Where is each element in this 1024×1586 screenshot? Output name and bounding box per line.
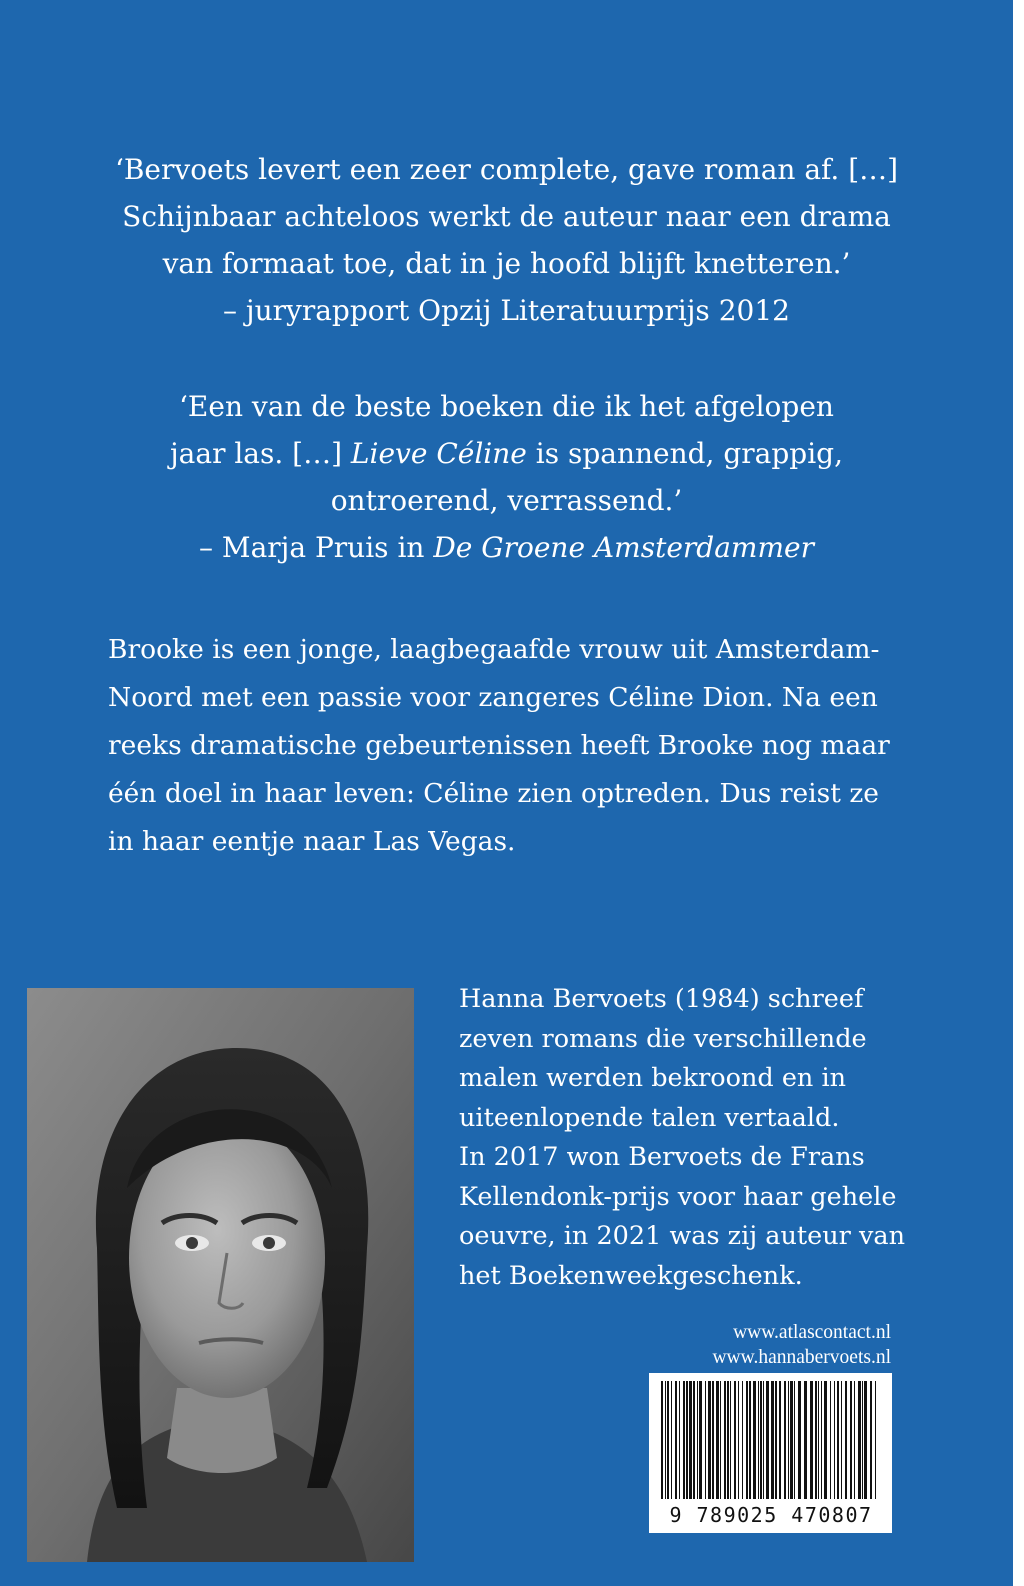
barcode-bar bbox=[738, 1381, 739, 1499]
barcode-bar bbox=[661, 1381, 663, 1499]
barcode-bar bbox=[753, 1381, 756, 1499]
barcode-bar bbox=[850, 1381, 852, 1499]
barcode-bar bbox=[693, 1381, 695, 1499]
barcode-bars bbox=[659, 1381, 882, 1499]
barcode-bar bbox=[724, 1381, 726, 1499]
barcode-bar bbox=[862, 1381, 863, 1499]
attribution-author: – Marja Pruis in bbox=[199, 531, 434, 564]
bio-line: oeuvre, in 2021 was zij auteur van bbox=[459, 1221, 905, 1251]
bio-line: Hanna Bervoets (1984) schreef bbox=[459, 984, 864, 1014]
barcode-bar bbox=[875, 1381, 876, 1499]
barcode-bar bbox=[679, 1381, 680, 1499]
barcode-bar bbox=[746, 1381, 748, 1499]
barcode-bar bbox=[697, 1381, 698, 1499]
blurb-line: Noord met een passie voor zangeres Céline Dion. Na een bbox=[108, 682, 878, 713]
barcode-bar bbox=[699, 1381, 702, 1499]
barcode-bar bbox=[667, 1381, 669, 1499]
author-photo bbox=[27, 988, 414, 1562]
bio-line: In 2017 won Bervoets de Frans bbox=[459, 1142, 865, 1172]
author-bio bbox=[459, 980, 939, 1296]
barcode-bar bbox=[689, 1381, 692, 1499]
barcode-bar bbox=[864, 1381, 867, 1499]
barcode-bar bbox=[716, 1381, 719, 1499]
quote-line: ‘Bervoets levert een zeer complete, gave roman af. […] bbox=[114, 153, 899, 186]
barcode-bar bbox=[810, 1381, 813, 1499]
barcode-bar bbox=[771, 1381, 774, 1499]
website-list bbox=[600, 1320, 891, 1370]
barcode-bar bbox=[708, 1381, 711, 1499]
barcode-bar bbox=[730, 1381, 731, 1499]
quote-line: ontroerend, verrassend.’ bbox=[330, 484, 683, 517]
barcode-bar bbox=[758, 1381, 759, 1499]
author-portrait-image bbox=[27, 988, 414, 1562]
barcode-bar bbox=[705, 1381, 706, 1499]
quote-text: jaar las. […] bbox=[170, 437, 351, 470]
quote-line: van formaat toe, dat in je hoofd blijft knetteren.’ bbox=[162, 247, 851, 280]
quote-attribution bbox=[0, 524, 1013, 571]
barcode-bar bbox=[712, 1381, 714, 1499]
barcode-bar bbox=[841, 1381, 842, 1499]
barcode-bar bbox=[742, 1381, 743, 1499]
book-blurb bbox=[108, 626, 908, 866]
barcode-bar bbox=[794, 1381, 795, 1499]
barcode-bar bbox=[854, 1381, 855, 1499]
barcode-bar bbox=[779, 1381, 781, 1499]
barcode-bar bbox=[665, 1381, 666, 1499]
quote-line: ‘Een van de beste boeken die ik het afgelopen bbox=[179, 390, 834, 423]
book-title: Lieve Céline bbox=[350, 437, 527, 470]
quote-attribution: – juryrapport Opzij Literatuurprijs 2012 bbox=[223, 294, 790, 327]
barcode-bar bbox=[790, 1381, 793, 1499]
review-quote-jury bbox=[0, 146, 1013, 334]
barcode-bar bbox=[798, 1381, 801, 1499]
barcode-bar bbox=[686, 1381, 688, 1499]
barcode-bar bbox=[845, 1381, 847, 1499]
barcode-bar bbox=[830, 1381, 831, 1499]
barcode-bar bbox=[818, 1381, 819, 1499]
barcode-bar bbox=[821, 1381, 822, 1499]
barcode-bar bbox=[784, 1381, 786, 1499]
barcode-bar bbox=[720, 1381, 721, 1499]
bio-line: zeven romans die verschillende bbox=[459, 1023, 867, 1054]
barcode-bar bbox=[788, 1381, 789, 1499]
barcode-bar bbox=[727, 1381, 729, 1499]
blurb-line: één doel in haar leven: Céline zien optreden. Dus reist ze bbox=[108, 778, 879, 809]
attribution-source: De Groene Amsterdammer bbox=[433, 531, 814, 564]
bio-line: Kellendonk-prijs voor haar gehele bbox=[459, 1181, 897, 1212]
isbn-barcode bbox=[649, 1373, 892, 1533]
blurb-line: reeks dramatische gebeurtenissen heeft Brooke nog maar bbox=[108, 730, 890, 761]
barcode-bar bbox=[834, 1381, 835, 1499]
barcode-bar bbox=[815, 1381, 817, 1499]
bio-line: uiteenlopende talen vertaald. bbox=[459, 1102, 840, 1133]
barcode-bar bbox=[858, 1381, 861, 1499]
barcode-bar bbox=[775, 1381, 777, 1499]
bio-line: malen werden bekroond en in bbox=[459, 1063, 847, 1093]
bio-line: het Boekenweekgeschenk. bbox=[459, 1260, 803, 1291]
quote-line bbox=[0, 430, 1013, 477]
barcode-bar bbox=[837, 1381, 839, 1499]
isbn-digits: 9 789025 470807 bbox=[669, 1503, 873, 1527]
barcode-bar bbox=[749, 1381, 751, 1499]
barcode-bar bbox=[804, 1381, 807, 1499]
barcode-bar bbox=[760, 1381, 762, 1499]
barcode-bar bbox=[870, 1381, 872, 1499]
quote-text: is spannend, grappig, bbox=[526, 437, 843, 470]
barcode-bar bbox=[734, 1381, 736, 1499]
quote-line: Schijnbaar achteloos werkt de auteur naar een drama bbox=[122, 200, 891, 233]
review-quote-groene bbox=[0, 383, 1013, 571]
blurb-line: Brooke is een jonge, laagbegaafde vrouw uit Amsterdam- bbox=[108, 634, 880, 665]
barcode-bar bbox=[824, 1381, 827, 1499]
barcode-bar bbox=[766, 1381, 769, 1499]
barcode-bar bbox=[763, 1381, 764, 1499]
barcode-bar bbox=[683, 1381, 685, 1499]
barcode-bar bbox=[671, 1381, 672, 1499]
publisher-website: www.atlascontact.nl bbox=[733, 1322, 891, 1343]
blurb-line: in haar eentje naar Las Vegas. bbox=[108, 826, 516, 857]
barcode-bar bbox=[675, 1381, 677, 1499]
author-website: www.hannabervoets.nl bbox=[712, 1347, 891, 1368]
